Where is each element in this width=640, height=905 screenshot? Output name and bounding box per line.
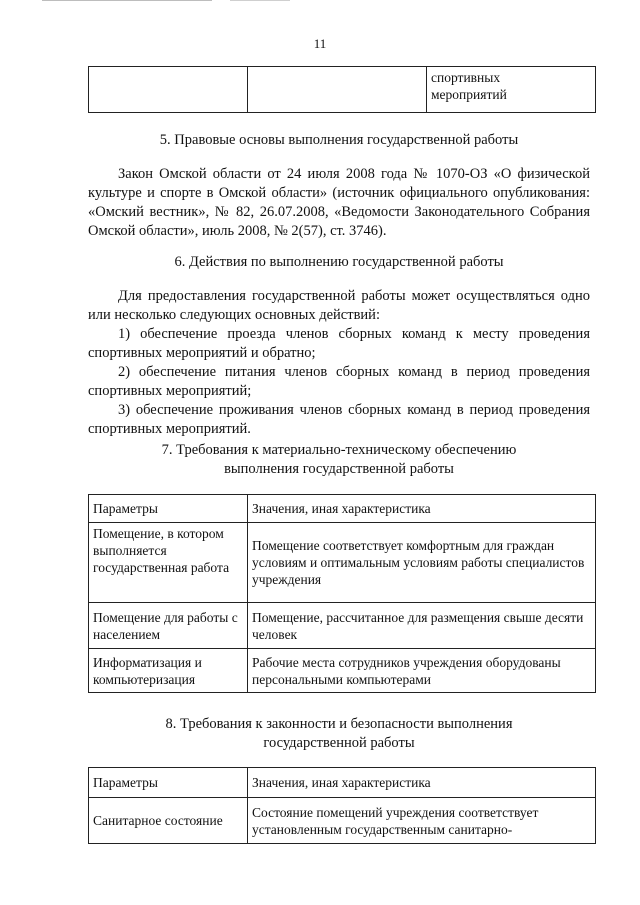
table-header-cell: Значения, иная характеристика — [248, 495, 596, 523]
continued-table — [88, 66, 596, 113]
list-item: 3) обеспечение проживания членов сборных команд в период проведения спортивных мероприятий. — [88, 402, 590, 437]
table-cell: Помещение, рассчитанное для размещения свыше десяти человек — [248, 603, 596, 649]
title-line: 7. Требования к материально-техническому обеспечению — [161, 442, 517, 458]
paragraph: Закон Омской области от 24 июля 2008 года № 1070-ОЗ «О физической культуре и спорте в Омской области» (источник официального опубликования: «Омский вестник», № 82, 26.07.2008, «Ведомости Законодательного Собрания Омской области», июль 2008, № 2(57), ст. 3746). — [88, 166, 590, 239]
table-row — [89, 798, 596, 844]
table-cell: Помещение соответствует комфортным для граждан условиям и оптимальным условиям работы специалистов учреждения — [248, 523, 596, 603]
list-item: 1) обеспечение проезда членов сборных команд к месту проведения спортивных мероприятий и обратно; — [88, 326, 590, 361]
title-line: выполнения государственной работы — [224, 461, 454, 477]
table-row — [89, 649, 596, 693]
paragraph: Для предоставления государственной работы может осуществляться одно или несколько следующих основных действий: — [88, 288, 590, 323]
table-header-cell: Параметры — [89, 768, 248, 798]
table-header-row — [89, 495, 596, 523]
title-line: 8. Требования к законности и безопасности выполнения — [165, 716, 513, 732]
table-header-cell: Параметры — [89, 495, 248, 523]
list-item: 2) обеспечение питания членов сборных команд в период проведения спортивных мероприятий; — [88, 364, 590, 399]
title-line: государственной работы — [263, 735, 415, 751]
table-header-row — [89, 768, 596, 798]
table-cell: Состояние помещений учреждения соответствует установленным государственным санитарно- — [248, 798, 596, 844]
cell-text: спортивных — [431, 70, 501, 85]
table-cell — [427, 67, 596, 113]
page-number: 11 — [313, 36, 327, 51]
table-cell: Санитарное состояние — [89, 798, 248, 844]
section-8-title — [88, 715, 590, 753]
table-row — [89, 603, 596, 649]
table-cell: Помещение для работы с населением — [89, 603, 248, 649]
scan-edge-line — [230, 0, 290, 1]
section-5-title: 5. Правовые основы выполнения государственной работы — [159, 132, 519, 148]
requirements-table-8 — [88, 767, 596, 844]
table-cell: Рабочие места сотрудников учреждения оборудованы персональными компьютерами — [248, 649, 596, 693]
section-5-text — [88, 165, 590, 241]
table-row — [89, 523, 596, 603]
table-cell: Информатизация и компьютеризация — [89, 649, 248, 693]
cell-text: мероприятий — [431, 87, 507, 102]
table-cell-empty — [248, 67, 427, 113]
table-cell-empty — [89, 67, 248, 113]
scan-edge-line — [42, 0, 212, 1]
section-6-title: 6. Действия по выполнению государственной работы — [174, 254, 504, 270]
section-6-text — [88, 287, 590, 439]
table-header-cell: Значения, иная характеристика — [248, 768, 596, 798]
section-7-title — [88, 441, 590, 479]
table-cell: Помещение, в котором выполняется государственная работа — [89, 523, 248, 603]
requirements-table-7 — [88, 494, 596, 693]
